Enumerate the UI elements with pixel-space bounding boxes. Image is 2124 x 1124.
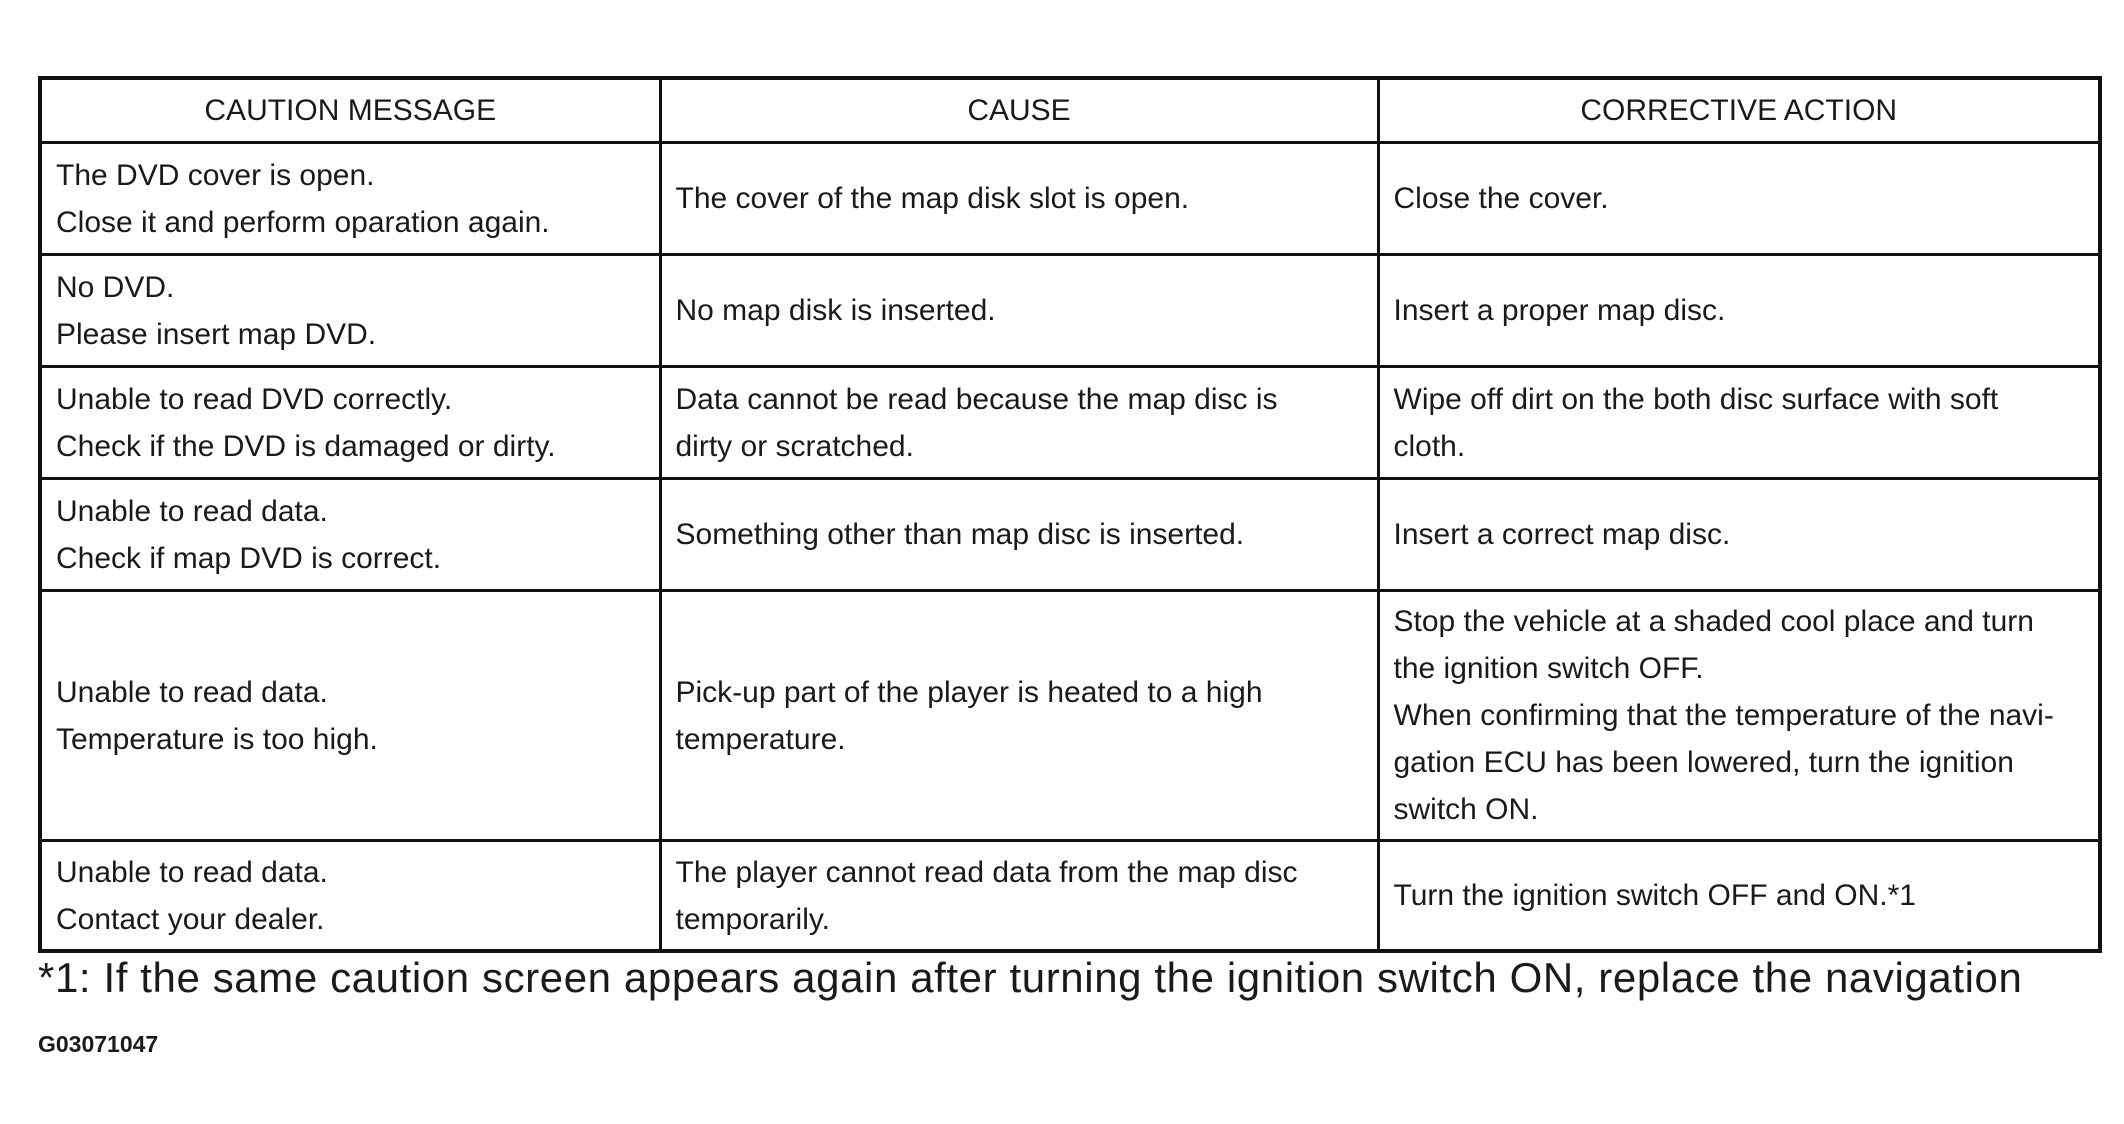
cell-line: The DVD cover is open. — [56, 158, 375, 192]
cause-cell — [660, 143, 1378, 255]
corrective-action-cell — [1378, 367, 2100, 479]
caution-message-cell — [40, 143, 660, 255]
cell-line: Close the cover. — [1393, 182, 1609, 215]
corrective-action-cell — [1378, 255, 2100, 367]
cell-line: switch ON. — [1393, 793, 1539, 826]
cell-line: Wipe off dirt on the both disc surface with soft — [1393, 382, 1999, 416]
cell-line: Close it and perform oparation again. — [56, 205, 550, 239]
cell-line: Unable to read data. — [56, 675, 328, 709]
header-caution-message: CAUTION MESSAGE — [40, 78, 660, 143]
cell-line: Unable to read data. — [56, 494, 328, 528]
caution-message-cell — [40, 367, 660, 479]
cell-line: When confirming that the temperature of the navi- — [1393, 699, 2054, 732]
caution-sheet — [38, 76, 2098, 953]
caution-message-cell — [40, 255, 660, 367]
cell-line: Pick-up part of the player is heated to a high — [675, 675, 1263, 709]
table-header-row — [40, 78, 2100, 143]
table-row — [40, 841, 2100, 952]
caution-message-cell — [40, 591, 660, 841]
corrective-action-cell — [1378, 143, 2100, 255]
caution-message-cell — [40, 479, 660, 591]
cell-line: cloth. — [1393, 429, 1466, 463]
cell-line: Data cannot be read because the map disc is — [675, 382, 1278, 416]
cell-line: No DVD. — [56, 270, 175, 304]
cause-cell — [660, 255, 1378, 367]
table-row — [40, 143, 2100, 255]
cell-line: Insert a correct map disc. — [1393, 518, 1731, 551]
corrective-action-cell — [1378, 841, 2100, 952]
cell-line: Turn the ignition switch OFF and ON.*1 — [1393, 879, 1916, 912]
cell-line: The player cannot read data from the map disc — [675, 855, 1298, 889]
corrective-action-cell — [1378, 591, 2100, 841]
caution-message-table — [38, 76, 2102, 953]
cell-line: dirty or scratched. — [675, 429, 914, 463]
cell-line: Check if the DVD is damaged or dirty. — [56, 429, 556, 463]
cell-line: Check if map DVD is correct. — [56, 541, 442, 575]
header-cause: CAUSE — [660, 78, 1378, 143]
footnote: *1: If the same caution screen appears again after turning the ignition switch ON, replace the navigation — [38, 954, 2023, 1001]
cell-line: the ignition switch OFF. — [1393, 652, 1704, 685]
caution-message-cell — [40, 841, 660, 952]
table-row — [40, 255, 2100, 367]
cell-line: Please insert map DVD. — [56, 317, 377, 351]
cell-line: Unable to read data. — [56, 855, 328, 889]
cell-line: Stop the vehicle at a shaded cool place and turn — [1393, 605, 2034, 638]
cell-line: Insert a proper map disc. — [1393, 294, 1726, 327]
cause-cell — [660, 479, 1378, 591]
cell-line: Temperature is too high. — [56, 722, 378, 756]
table-row — [40, 479, 2100, 591]
cause-cell — [660, 841, 1378, 952]
cell-line: Something other than map disc is inserted. — [675, 518, 1245, 551]
cell-line: gation ECU has been lowered, turn the ignition — [1393, 746, 2014, 779]
table-row — [40, 367, 2100, 479]
header-corrective-action: CORRECTIVE ACTION — [1378, 78, 2100, 143]
figure-code: G03071047 — [38, 1031, 159, 1057]
cell-line: Unable to read DVD correctly. — [56, 382, 453, 416]
cell-line: No map disk is inserted. — [675, 294, 996, 327]
cause-cell — [660, 591, 1378, 841]
cell-line: temperature. — [675, 722, 846, 756]
cause-cell — [660, 367, 1378, 479]
cell-line: temporarily. — [675, 902, 830, 936]
table-row — [40, 591, 2100, 841]
cell-line: The cover of the map disk slot is open. — [675, 182, 1190, 215]
corrective-action-cell — [1378, 479, 2100, 591]
cell-line: Contact your dealer. — [56, 902, 325, 936]
